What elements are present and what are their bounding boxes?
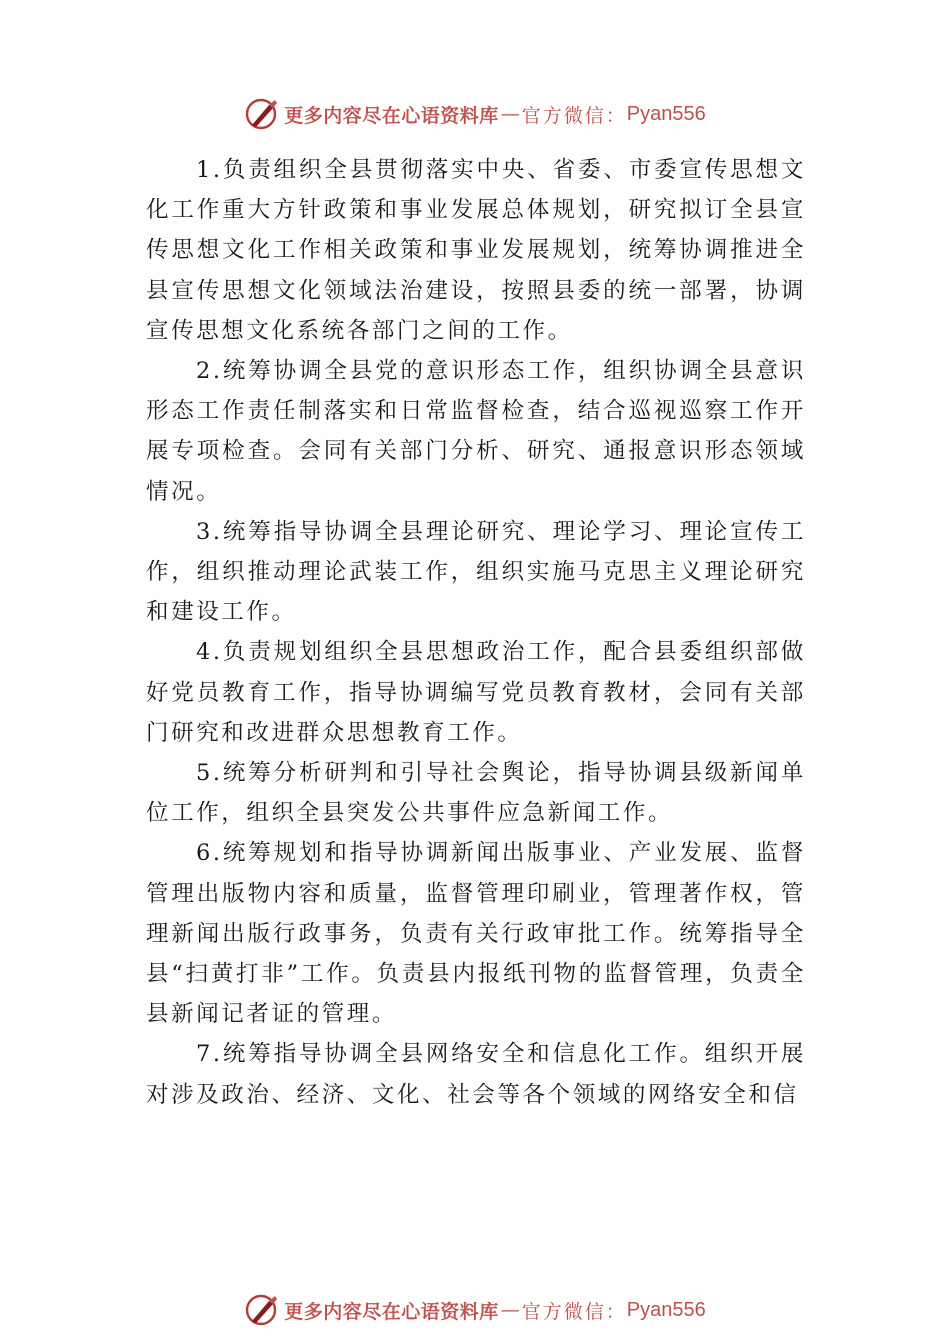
banner-wechat-id: Pyan556 <box>626 1298 706 1321</box>
paragraph-4: 4.负责规划组织全县思想政治工作，配合县委组织部做好党员教育工作，指导协调编写党员教育教材，会同有关部门研究和改进群众思想教育工作。 <box>146 639 806 746</box>
banner-dash: — <box>500 103 520 125</box>
paragraph-6: 6.统筹规划和指导协调新闻出版事业、产业发展、监督管理出版物内容和质量，监督管理印刷业，管理著作权，管理新闻出版行政事务，负责有关行政审批工作。统筹指导全县“扫黄打非”工作。负责县内报纸刊物的监督管理，负责全县新闻记者证的管理。 <box>146 840 806 1028</box>
pen-nib-logo-icon <box>244 1292 280 1328</box>
banner-main-text: 更多内容尽在心语资料库 <box>284 1300 499 1323</box>
banner-main-text: 更多内容尽在心语资料库 <box>284 104 499 127</box>
footer-watermark-banner <box>0 1290 950 1330</box>
paragraph-2: 2.统筹协调全县党的意识形态工作，组织协调全县意识形态工作责任制落实和日常监督检查，结合巡视巡察工作开展专项检查。会同有关部门分析、研究、通报意识形态领域情况。 <box>146 358 806 505</box>
pen-nib-logo-icon <box>244 96 280 132</box>
header-watermark-banner <box>0 94 950 134</box>
banner-wechat-label: 官方微信： <box>521 1300 627 1323</box>
paragraph-5: 5.统筹分析研判和引导社会舆论，指导协调县级新闻单位工作，组织全县突发公共事件应急新闻工作。 <box>146 760 806 827</box>
document-body <box>146 150 806 1115</box>
banner-dash: — <box>500 1299 520 1321</box>
banner-wechat-id: Pyan556 <box>626 102 706 125</box>
banner-wechat-label: 官方微信： <box>521 104 627 127</box>
paragraph-1: 1.负责组织全县贯彻落实中央、省委、市委宣传思想文化工作重大方针政策和事业发展总体规划，研究拟订全县宣传思想文化工作相关政策和事业发展规划，统筹协调推进全县宣传思想文化领域法治建设，按照县委的统一部署，协调宣传思想文化系统各部门之间的工作。 <box>146 157 806 344</box>
paragraph-7: 7.统筹指导协调全县网络安全和信息化工作。组织开展对涉及政治、经济、文化、社会等各个领域的网络安全和信 <box>146 1041 806 1108</box>
paragraph-3: 3.统筹指导协调全县理论研究、理论学习、理论宣传工作，组织推动理论武装工作，组织实施马克思主义理论研究和建设工作。 <box>146 518 806 626</box>
